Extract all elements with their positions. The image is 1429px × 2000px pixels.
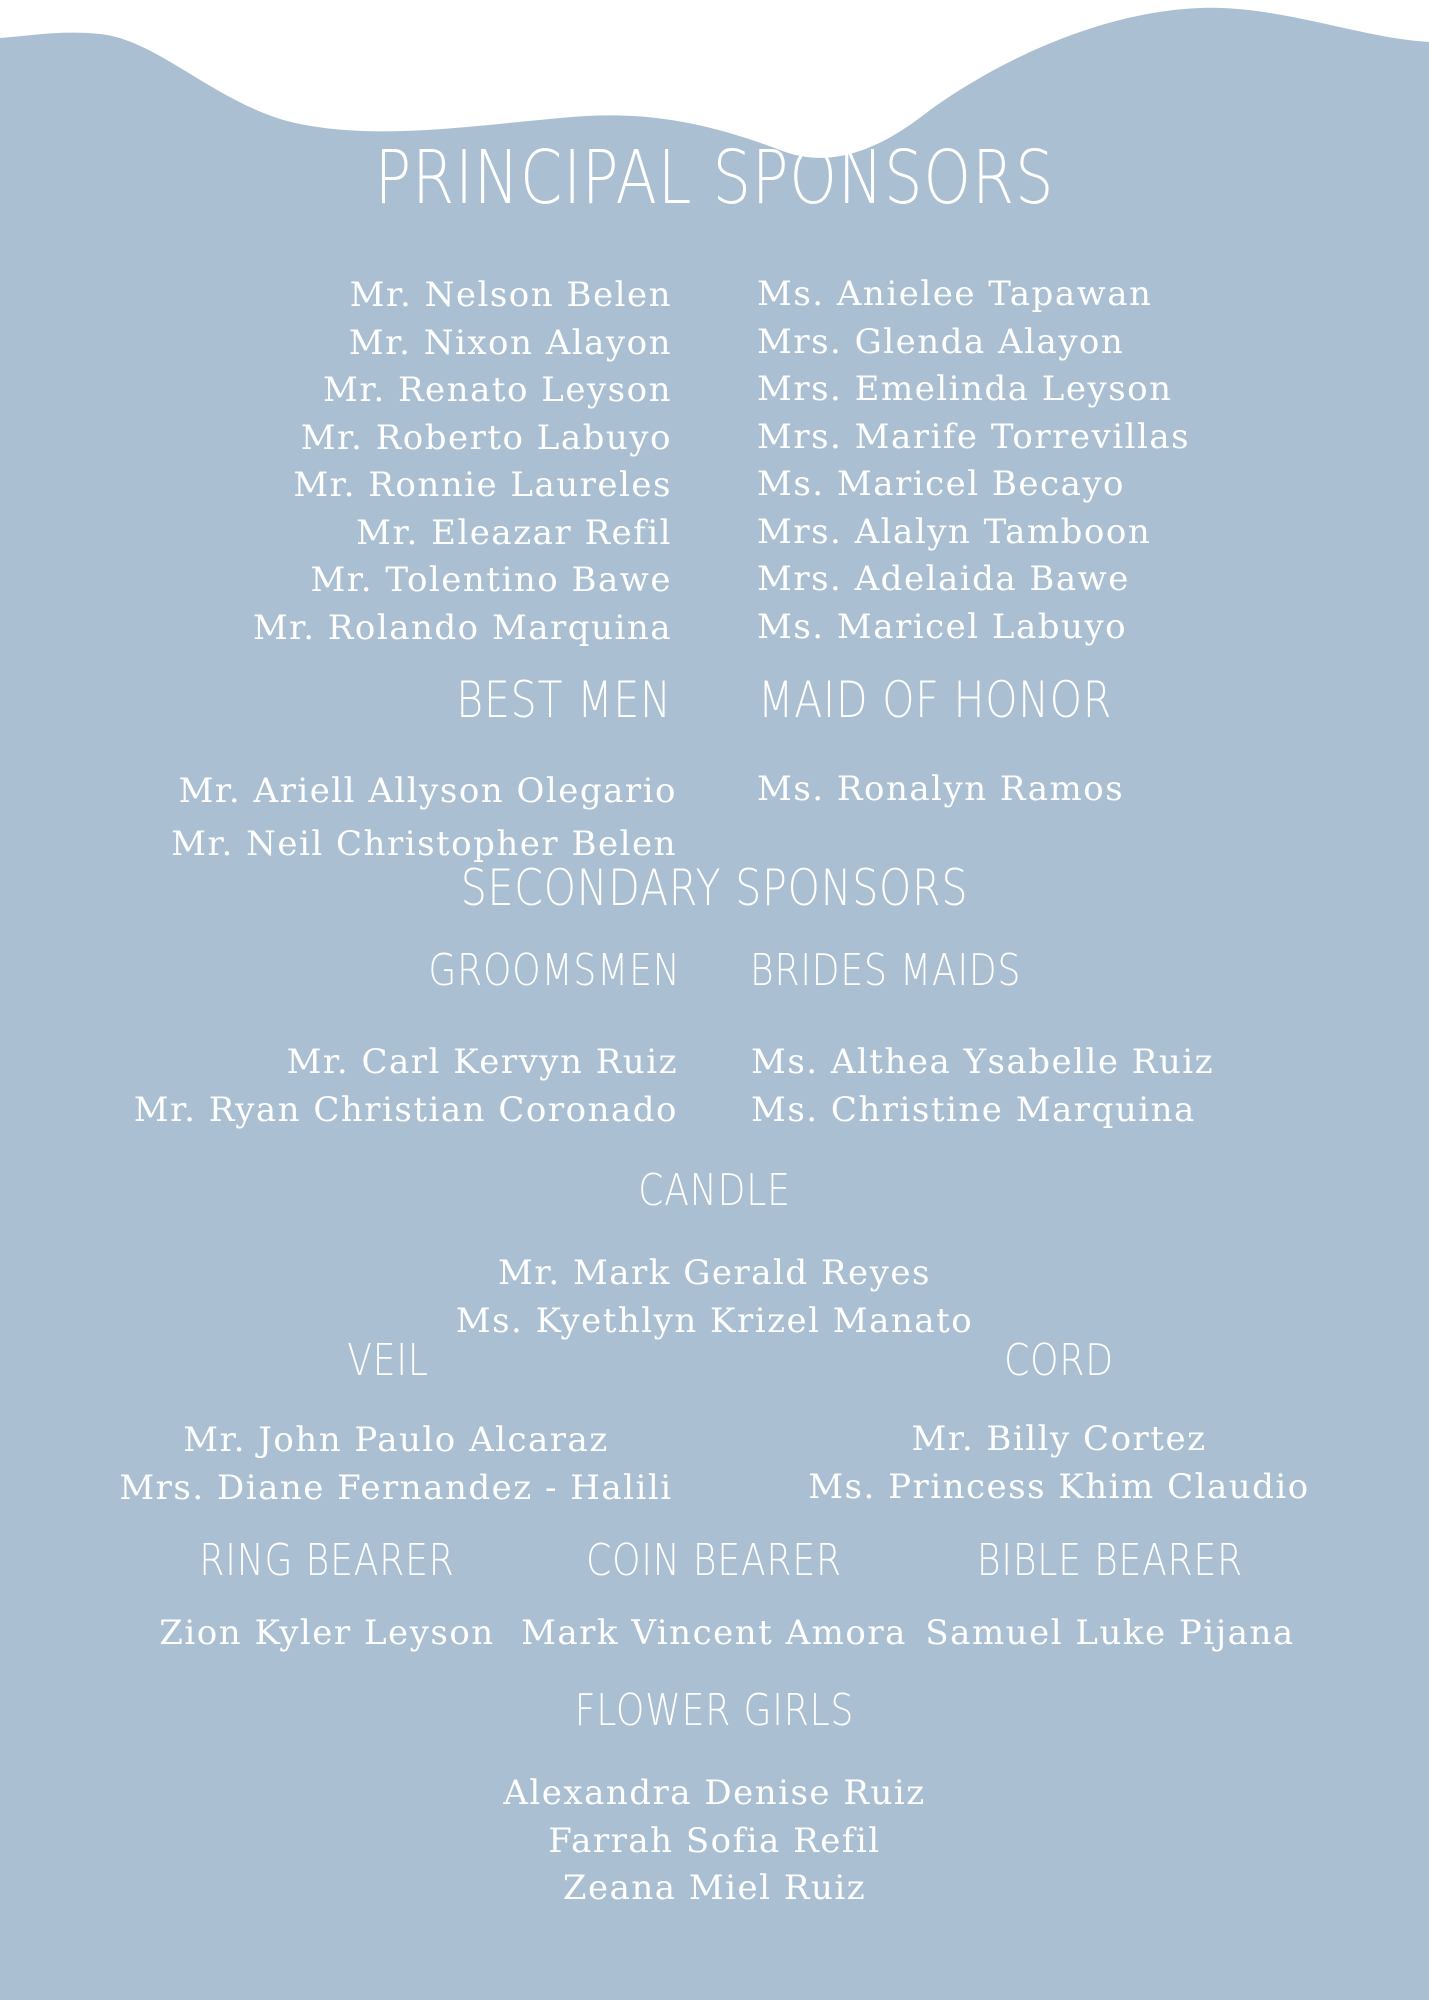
veil-title: VEIL (347, 1334, 429, 1386)
list-item: Ms. Christine Marquina (751, 1089, 1196, 1130)
principal-men-list (253, 272, 672, 652)
secondary-sponsors-title: SECONDARY SPONSORS (460, 859, 969, 917)
list-item: Mr. Roberto Labuyo (300, 417, 672, 458)
groomsmen-list (134, 1039, 678, 1134)
list-item: Mr. Nelson Belen (349, 275, 672, 315)
list-item: Mr. Ariell Allyson Olegario (178, 771, 677, 811)
list-item: Mr. Ryan Christian Coronado (133, 1089, 678, 1130)
principal-sponsors-title: PRINCIPAL SPONSORS (374, 135, 1055, 221)
list-item: Mrs. Emelinda Leyson (757, 369, 1173, 409)
list-item: Ms. Anielee Tapawan (757, 274, 1153, 314)
bible-bearer-title: BIBLE BEARER (976, 1534, 1244, 1586)
list-item: Farrah Sofia Refil (548, 1820, 881, 1861)
list-item: Mr. Eleazar Refil (356, 512, 672, 553)
ring-bearer-title: RING BEARER (199, 1534, 455, 1586)
list-item: Mrs. Marife Torrevillas (757, 416, 1191, 457)
list-item: Mr. Neil Christopher Belen (171, 824, 677, 864)
principal-women-list (757, 271, 1190, 651)
coin-bearer-name: Mark Vincent Amora (521, 1613, 907, 1653)
flower-girls-title: FLOWER GIRLS (574, 1684, 855, 1736)
list-item: Mr. John Paulo Alcaraz (183, 1420, 609, 1460)
groomsmen-title: GROOMSMEN (428, 944, 681, 996)
list-item: Mr. Nixon Alayon (348, 322, 672, 363)
candle-title: CANDLE (638, 1164, 791, 1216)
maid-of-honor-list (757, 766, 1124, 814)
list-item: Ms. Maricel Labuyo (757, 606, 1128, 647)
list-item: Ms. Althea Ysabelle Ruiz (751, 1042, 1215, 1082)
ring-bearer-name: Zion Kyler Leyson (159, 1613, 495, 1653)
list-item: Zeana Miel Ruiz (562, 1868, 867, 1908)
list-item: Alexandra Denise Ruiz (503, 1773, 926, 1813)
flower-girls-list (0, 1770, 1429, 1913)
list-item: Mrs. Diane Fernandez - Halili (119, 1467, 673, 1508)
list-item: Mrs. Alalyn Tamboon (757, 511, 1152, 552)
list-item: Mr. Rolando Marquina (252, 607, 672, 648)
list-item: Ms. Princess Khim Claudio (808, 1466, 1310, 1507)
list-item: Ms. Ronalyn Ramos (757, 769, 1125, 809)
best-men-list (171, 765, 677, 871)
list-item: Mr. Renato Leyson (323, 370, 672, 410)
list-item: Mr. Ronnie Laureles (293, 465, 672, 505)
list-item: Mrs. Glenda Alayon (757, 321, 1125, 362)
list-item: Mrs. Adelaida Bawe (757, 559, 1130, 599)
coin-bearer-title: COIN BEARER (586, 1534, 842, 1586)
maid-of-honor-title: MAID OF HONOR (758, 671, 1113, 729)
list-item: Mr. Mark Gerald Reyes (498, 1253, 931, 1293)
bible-bearer-name: Samuel Luke Pijana (925, 1613, 1295, 1653)
list-item: Mr. Carl Kervyn Ruiz (286, 1042, 678, 1082)
list-item: Ms. Kyethlyn Krizel Manato (455, 1300, 974, 1341)
list-item: Mr. Tolentino Bawe (310, 560, 672, 600)
cord-list (769, 1416, 1349, 1511)
bridesmaids-list (751, 1039, 1214, 1134)
best-men-title: BEST MEN (456, 671, 672, 729)
veil-list (96, 1417, 696, 1512)
list-item: Mr. Billy Cortez (911, 1419, 1207, 1459)
candle-list (0, 1250, 1429, 1345)
bridesmaids-title: BRIDES MAIDS (750, 944, 1022, 996)
cord-title: CORD (1004, 1334, 1114, 1386)
list-item: Ms. Maricel Becayo (757, 464, 1126, 504)
